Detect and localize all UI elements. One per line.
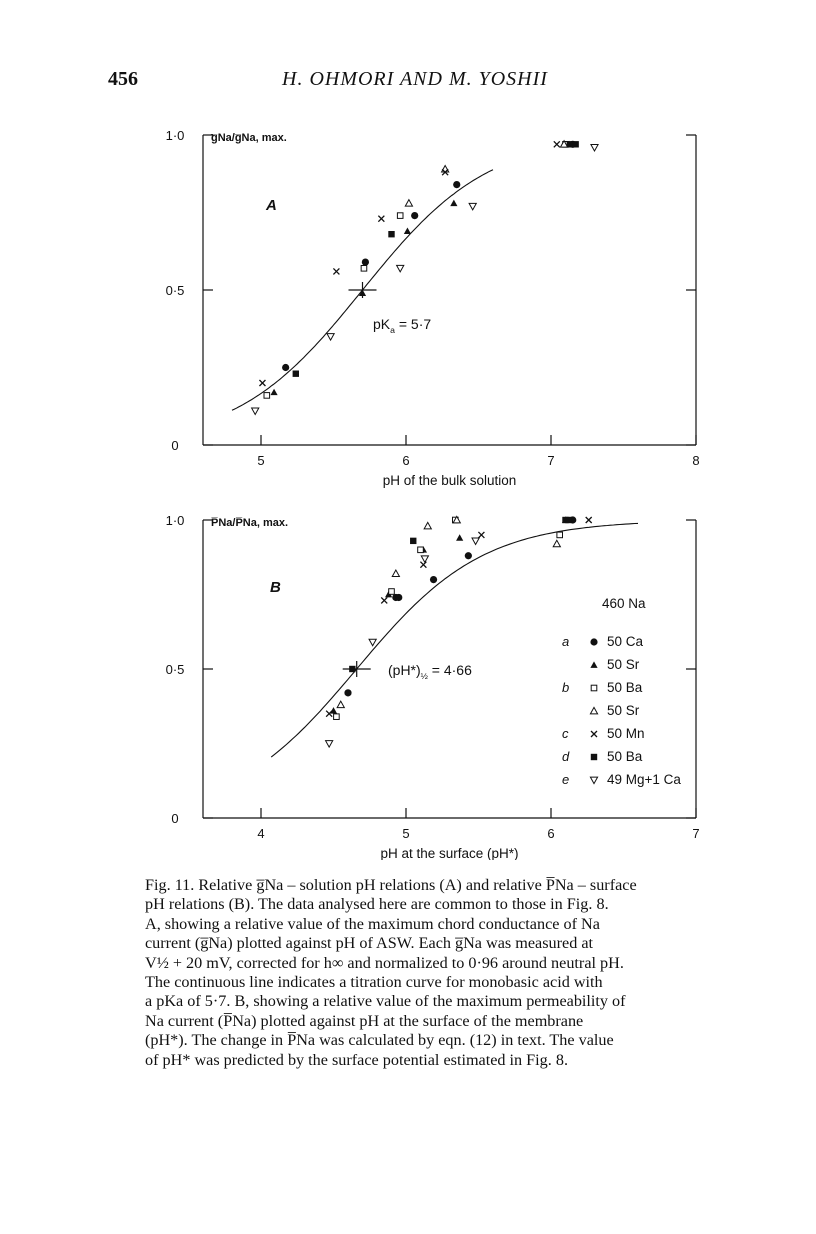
caption-line: (pH*). The change in P̅Na was calculated by eqn. (12) in text. The value	[145, 1031, 614, 1050]
pk-annotation: $pK_a = 5\cdot 7$	[373, 316, 432, 335]
data-point-filled-square	[572, 141, 578, 147]
data-point-cross	[420, 562, 426, 568]
data-point-cross	[586, 517, 592, 523]
y-axis-label: P̅Na/P̅Na, max.	[211, 517, 289, 529]
data-point-filled-square	[567, 141, 573, 147]
x-tick-label: 5	[257, 453, 265, 468]
data-point-filled-circle	[344, 689, 351, 696]
page-number: 456	[108, 68, 138, 90]
legend-title: 460 Na	[602, 596, 646, 611]
legend-group-label: c	[562, 726, 569, 741]
data-point-filled-triangle	[404, 228, 411, 234]
y-tick-label: 1·0	[165, 128, 185, 143]
data-point-open-triangle	[392, 570, 399, 576]
x-tick-label: 6	[402, 453, 410, 468]
data-point-filled-square	[410, 538, 416, 544]
pk-annotation: $(pH*)_{\frac{1}{2}} = 4\cdot 66$	[388, 662, 472, 681]
caption-line: The continuous line indicates a titration curve for monobasic acid with	[145, 973, 603, 992]
data-point-open-square	[397, 213, 403, 219]
x-tick-label: 8	[692, 453, 700, 468]
data-point-filled-circle	[362, 259, 369, 266]
data-point-filled-triangle	[270, 389, 277, 395]
y-tick-label: 0·5	[165, 662, 185, 677]
data-point-open-triangle	[553, 540, 560, 546]
legend-label: 50 Sr	[607, 703, 640, 718]
legend-marker-open-triangle-down	[590, 777, 597, 783]
data-point-open-triangle-down	[326, 741, 333, 747]
legend-label: 50 Sr	[607, 657, 640, 672]
y-axis-label: g̅Na/g̅Na, max.	[211, 132, 287, 144]
x-tick-label: 6	[547, 826, 555, 841]
data-point-open-square	[418, 547, 424, 553]
legend-group-label: d	[562, 749, 570, 764]
figure-caption	[145, 876, 727, 1070]
data-point-open-triangle-down	[591, 145, 598, 151]
data-point-open-square	[389, 589, 395, 595]
y-tick-label: 0	[171, 438, 179, 453]
running-title: H. OHMORI AND M. YOSHII	[282, 68, 548, 90]
caption-line: a pKa of 5·7. B, showing a relative value of the maximum permeability of	[145, 992, 626, 1011]
legend-label: 50 Ba	[607, 749, 643, 764]
caption-line: of pH* was predicted by the surface potential estimated in Fig. 8.	[145, 1050, 569, 1069]
x-tick-label: 7	[692, 826, 700, 841]
caption-line: current (g̅Na) plotted against pH of ASW. Each g̅Na was measured at	[145, 934, 594, 953]
data-point-cross	[333, 268, 339, 274]
caption-line: V½ + 20 mV, corrected for h∞ and normalized to 0·96 around neutral pH.	[145, 953, 624, 972]
legend-group-label: e	[562, 772, 570, 787]
data-point-open-triangle-down	[397, 265, 404, 271]
caption-line: pH relations (B). The data analysed here are common to those in Fig. 8.	[145, 895, 609, 914]
data-point-filled-triangle	[456, 534, 463, 540]
data-point-filled-circle	[430, 576, 437, 583]
legend-marker-open-square	[591, 685, 597, 691]
data-point-filled-square	[388, 231, 394, 237]
legend-label: 50 Ba	[607, 680, 643, 695]
data-point-open-square	[557, 532, 563, 538]
data-point-open-triangle-down	[469, 203, 476, 209]
titration-curve	[271, 523, 638, 757]
x-tick-label: 7	[547, 453, 555, 468]
legend-group-label: a	[562, 634, 570, 649]
x-tick-label: 4	[257, 826, 265, 841]
data-point-open-triangle-down	[472, 538, 479, 544]
data-point-open-triangle	[424, 522, 431, 528]
legend-marker-filled-square	[591, 754, 597, 760]
chart-panel-a	[0, 110, 816, 500]
legend-marker-filled-triangle	[590, 661, 597, 667]
data-point-filled-circle	[411, 212, 418, 219]
caption-line: Na current (P̅Na) plotted against pH at the surface of the membrane	[145, 1011, 584, 1030]
data-point-cross	[554, 141, 560, 147]
data-point-open-triangle-down	[252, 408, 259, 414]
legend-label: 50 Ca	[607, 634, 644, 649]
panel-label: A	[266, 197, 277, 214]
legend-label: 49 Mg+1 Ca	[607, 772, 681, 787]
data-point-cross	[378, 216, 384, 222]
data-point-filled-square	[565, 517, 571, 523]
y-tick-label: 1·0	[165, 513, 185, 528]
data-point-filled-circle	[453, 181, 460, 188]
data-point-open-square	[264, 393, 270, 399]
data-point-cross	[259, 380, 265, 386]
legend-label: 50 Mn	[607, 726, 645, 741]
data-point-open-triangle-down	[369, 639, 376, 645]
data-point-cross	[326, 711, 332, 717]
data-point-open-triangle	[337, 701, 344, 707]
data-point-filled-circle	[465, 552, 472, 559]
y-tick-label: 0	[171, 811, 179, 826]
data-point-filled-square	[349, 666, 355, 672]
data-point-open-square	[334, 714, 340, 720]
caption-line: Fig. 11. Relative g̅Na – solution pH relations (A) and relative P̅Na – surface	[145, 876, 637, 894]
x-axis-label: pH of the bulk solution	[382, 473, 517, 488]
data-point-filled-circle	[395, 594, 402, 601]
data-point-cross	[478, 532, 484, 538]
legend-marker-filled-circle	[590, 638, 597, 645]
legend-group-label: b	[562, 680, 570, 695]
data-point-cross	[381, 597, 387, 603]
legend-marker-open-triangle	[590, 707, 597, 713]
data-point-open-triangle-down	[327, 334, 334, 340]
data-point-open-square	[361, 266, 367, 272]
y-tick-label: 0·5	[165, 283, 185, 298]
chart-panel-b	[0, 500, 816, 860]
data-point-filled-triangle	[450, 200, 457, 206]
data-point-filled-square	[293, 371, 299, 377]
data-point-open-triangle-down	[421, 556, 428, 562]
data-point-filled-circle	[282, 364, 289, 371]
x-axis-label: pH at the surface (pH*)	[380, 846, 519, 860]
legend-marker-cross	[591, 731, 597, 737]
data-point-open-triangle	[442, 166, 449, 172]
panel-label: B	[270, 579, 281, 596]
caption-line: A, showing a relative value of the maximum chord conductance of Na	[145, 914, 600, 933]
x-tick-label: 5	[402, 826, 410, 841]
data-point-open-triangle	[405, 200, 412, 206]
